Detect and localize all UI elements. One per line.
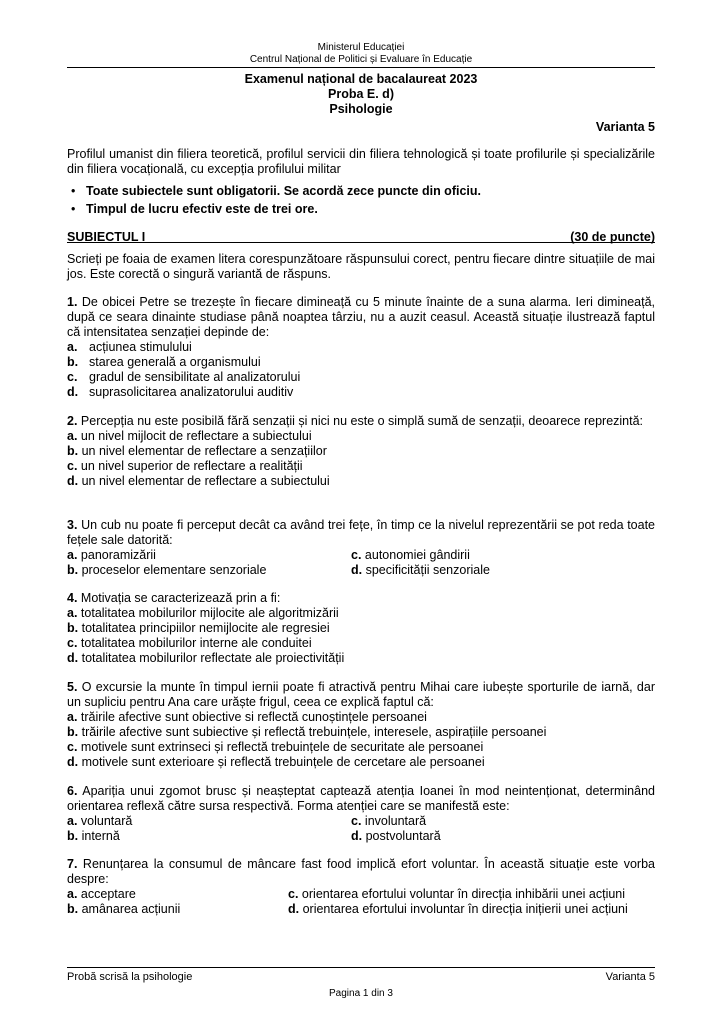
question-5	[67, 680, 655, 770]
profile-text: Profilul umanist din filiera teoretică, profilul servicii din filiera tehnologică și toate profilurile și specializările din filiera vocațională, cu excepția profilului militar	[67, 147, 655, 176]
question-stem	[67, 295, 655, 340]
option-letter: b.	[67, 725, 79, 739]
footer-divider	[67, 967, 655, 968]
option-letter: c.	[67, 740, 78, 754]
option-text: un nivel mijlocit de reflectare a subiectului	[80, 429, 312, 443]
question-text: O excursie la munte în timpul iernii poate fi atractivă pentru Mihai care iubește sporturile de iarnă, dar un supliciu pentru Ana care urăște frigul, ceea ce explică faptul că:	[67, 680, 655, 709]
question-1	[67, 295, 655, 400]
option-text: totalitatea mobilurilor mijlocite ale algoritmizării	[80, 606, 339, 620]
option-letter: c.	[351, 548, 362, 562]
question-stem	[67, 591, 655, 606]
options-row	[67, 887, 655, 902]
answer-option	[351, 548, 470, 563]
option-letter: a.	[67, 814, 78, 828]
bullet-icon: •	[71, 202, 76, 216]
option-text: motivele sunt extrinseci și reflectă trebuințele de securitate ale persoanei	[80, 740, 484, 754]
section-title: SUBIECTUL I	[67, 230, 146, 244]
answer-option	[67, 429, 655, 444]
option-letter: c.	[351, 814, 362, 828]
answer-option	[67, 636, 655, 651]
option-letter: c.	[67, 459, 78, 473]
answer-option	[351, 563, 490, 578]
question-stem	[67, 680, 655, 710]
option-text: specificității senzoriale	[365, 563, 490, 577]
footer-left: Probă scrisă la psihologie	[67, 971, 193, 983]
question-stem	[67, 518, 655, 548]
option-text: trăirile afective sunt subiective și reflectă trebuințele, interesele, aspirațiile persoanei	[81, 725, 547, 739]
option-letter: d.	[67, 651, 79, 665]
question-text: Apariția unui zgomot brusc și neașteptat captează atenția Ioanei în mod neintenționat, determinând orientarea reflexă către sursa respectivă. Forma atenției care se manifestă este:	[67, 784, 655, 813]
exam-page	[67, 0, 655, 1024]
option-letter: c.	[67, 636, 78, 650]
option-letter: b.	[67, 444, 79, 458]
option-text: totalitatea mobilurilor reflectate ale proiectivității	[81, 651, 345, 665]
option-text: orientarea efortului involuntar în direcția inițierii unei acțiuni	[302, 902, 628, 916]
question-text: Percepția nu este posibilă fără senzații și nici nu este o simplă sumă de senzații, deoarece reprezintă:	[80, 414, 644, 428]
question-4	[67, 591, 655, 666]
question-number: 5.	[67, 680, 78, 694]
proba-title: Proba E. d)	[328, 87, 394, 101]
question-6	[67, 784, 655, 844]
section-instructions: Scrieți pe foaia de examen litera corespunzătoare răspunsului corect, pentru fiecare dintre situațiile de mai jos. Este corectă o singură variantă de răspuns.	[67, 252, 655, 281]
option-letter: c.	[67, 370, 78, 384]
option-text: panoramizării	[80, 548, 156, 562]
answer-option	[67, 621, 655, 636]
answer-option	[67, 444, 655, 459]
question-number: 3.	[67, 518, 78, 532]
question-3	[67, 518, 655, 578]
variant-label: Varianta 5	[595, 120, 655, 134]
option-text: autonomiei gândirii	[364, 548, 470, 562]
option-text: gradul de sensibilitate al analizatorului	[89, 370, 301, 384]
option-text: trăirile afective sunt obiective si reflectă cunoștințele persoanei	[80, 710, 427, 724]
section-points: (30 de puncte)	[570, 230, 655, 244]
answer-option	[288, 902, 628, 917]
question-number: 4.	[67, 591, 78, 605]
option-text: amânarea acțiunii	[81, 902, 181, 916]
options-row	[67, 814, 655, 829]
answer-option	[67, 563, 266, 578]
option-text: acceptare	[80, 887, 136, 901]
option-letter: a.	[67, 429, 78, 443]
option-letter: c.	[288, 887, 299, 901]
option-letter: d.	[67, 385, 79, 399]
question-stem	[67, 784, 655, 814]
options-row	[67, 902, 655, 917]
option-text: internă	[81, 829, 120, 843]
answer-option	[67, 740, 655, 755]
question-number: 6.	[67, 784, 78, 798]
option-text: totalitatea mobilurilor interne ale conduitei	[80, 636, 312, 650]
answer-option	[67, 548, 156, 563]
option-text: postvoluntară	[365, 829, 441, 843]
option-text: totalitatea principiilor nemijlocite ale regresiei	[81, 621, 330, 635]
option-letter: d.	[67, 755, 79, 769]
bullet-icon: •	[71, 184, 76, 198]
options-row	[67, 548, 655, 563]
option-letter: d.	[351, 563, 363, 577]
option-letter: b.	[67, 829, 79, 843]
question-number: 2.	[67, 414, 78, 428]
question-text: Motivația se caracterizează prin a fi:	[80, 591, 281, 605]
option-text: voluntară	[80, 814, 133, 828]
question-2	[67, 414, 655, 489]
option-text: starea generală a organismului	[89, 355, 261, 369]
answer-option	[67, 829, 120, 844]
subject-title: Psihologie	[329, 102, 393, 116]
option-letter: d.	[67, 474, 79, 488]
option-text: suprasolicitarea analizatorului auditiv	[89, 385, 294, 399]
option-letter: a.	[67, 340, 78, 354]
answer-option	[67, 385, 655, 400]
answer-option	[67, 606, 655, 621]
page-number: Pagina 1 din 3	[329, 988, 393, 999]
option-letter: a.	[67, 606, 78, 620]
answer-option	[67, 474, 655, 489]
bullet-text: Toate subiectele sunt obligatorii. Se acordă zece puncte din oficiu.	[86, 184, 481, 198]
option-letter: b.	[67, 563, 79, 577]
answer-option	[67, 651, 655, 666]
option-text: un nivel elementar de reflectare a senzațiilor	[81, 444, 327, 458]
option-text: motivele sunt exterioare și reflectă trebuințele de cercetare ale persoanei	[81, 755, 485, 769]
question-text: De obicei Petre se trezește în fiecare dimineață cu 5 minute înainte de a suna alarma. Ieri dimineață, după ce seara dinainte studiase până noaptea târziu, nu a auzit ceasul. Această situație ilustrează faptul că intensitatea senzației depinde de:	[67, 295, 655, 339]
answer-option	[67, 355, 655, 370]
answer-option	[67, 710, 655, 725]
answer-option	[351, 829, 441, 844]
ministry-name: Ministerul Educației	[317, 42, 405, 53]
option-letter: b.	[67, 902, 79, 916]
options-row	[67, 563, 655, 578]
option-text: un nivel superior de reflectare a realității	[80, 459, 303, 473]
answer-option	[288, 887, 625, 902]
option-letter: b.	[67, 355, 79, 369]
option-text: orientarea efortului voluntar în direcția inhibării unei acțiuni	[301, 887, 626, 901]
answer-option	[67, 902, 180, 917]
option-text: involuntară	[364, 814, 427, 828]
question-number: 7.	[67, 857, 78, 871]
question-stem	[67, 414, 655, 429]
option-letter: d.	[351, 829, 363, 843]
option-letter: a.	[67, 710, 78, 724]
option-letter: d.	[288, 902, 300, 916]
option-text: acțiunea stimulului	[89, 340, 192, 354]
answer-option	[351, 814, 426, 829]
option-text: un nivel elementar de reflectare a subiectului	[81, 474, 330, 488]
option-letter: a.	[67, 548, 78, 562]
question-7	[67, 857, 655, 917]
option-text: proceselor elementare senzoriale	[81, 563, 267, 577]
option-letter: a.	[67, 887, 78, 901]
question-text: Un cub nu poate fi perceput decât ca având trei fețe, în timp ce la nivelul reprezentării se pot reda toate fețele sale datorită:	[67, 518, 655, 547]
answer-option	[67, 725, 655, 740]
section-underline	[67, 242, 655, 243]
answer-option	[67, 755, 655, 770]
header-divider	[67, 67, 655, 68]
answer-option	[67, 459, 655, 474]
answer-option	[67, 887, 136, 902]
answer-option	[67, 814, 132, 829]
answer-option	[67, 370, 655, 385]
center-name: Centrul Național de Politici și Evaluare în Educație	[249, 54, 473, 65]
exam-title: Examenul național de bacalaureat 2023	[244, 72, 478, 86]
question-text: Renunțarea la consumul de mâncare fast food implică efort voluntar. În această situație este vorba despre:	[67, 857, 655, 886]
footer-right: Varianta 5	[605, 971, 655, 983]
question-stem	[67, 857, 655, 887]
bullet-text: Timpul de lucru efectiv este de trei ore.	[86, 202, 318, 216]
options-row	[67, 829, 655, 844]
answer-option	[67, 340, 655, 355]
question-number: 1.	[67, 295, 78, 309]
option-letter: b.	[67, 621, 79, 635]
